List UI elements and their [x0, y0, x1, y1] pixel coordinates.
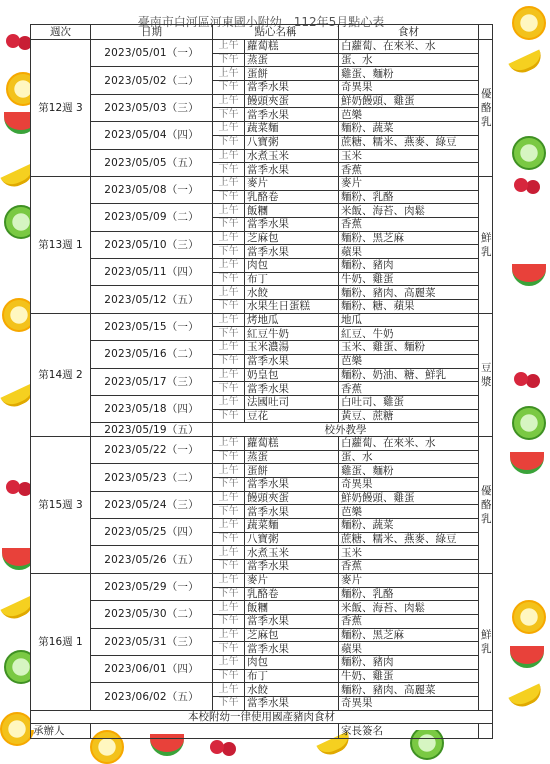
table-row — [31, 94, 493, 108]
table-row — [31, 40, 493, 54]
ingredients-cell: 麵粉、糖、蘋果 — [339, 300, 479, 314]
ingredients-cell: 麵粉、豬肉、高麗菜 — [339, 683, 479, 697]
table-row — [31, 259, 493, 273]
ingredients-cell: 米飯、海苔、肉鬆 — [339, 204, 479, 218]
snack-cell: 肉包 — [245, 655, 339, 669]
week-label: 第15週 3 — [31, 436, 91, 573]
parent-signature-label: 家長簽名 — [339, 724, 479, 739]
ingredients-cell: 麵粉、蔬菜 — [339, 519, 479, 533]
time-cell: 上午 — [213, 94, 245, 108]
ingredients-cell: 鮮奶饅頭、雞蛋 — [339, 491, 479, 505]
snack-cell: 饅頭夾蛋 — [245, 491, 339, 505]
week-label: 第16週 1 — [31, 573, 91, 710]
table-row — [31, 368, 493, 382]
table-row — [31, 601, 493, 615]
time-cell: 下午 — [213, 272, 245, 286]
time-cell: 上午 — [213, 491, 245, 505]
date-cell: 2023/05/22（一） — [91, 436, 213, 463]
cherry-icon — [210, 740, 224, 754]
snack-cell: 水餃 — [245, 286, 339, 300]
snack-cell: 布丁 — [245, 669, 339, 683]
snack-cell: 芝麻包 — [245, 231, 339, 245]
date-cell: 2023/05/24（三） — [91, 491, 213, 518]
time-cell: 下午 — [213, 81, 245, 95]
ingredients-cell: 芭樂 — [339, 108, 479, 122]
time-cell: 上午 — [213, 395, 245, 409]
watermelon-icon — [510, 452, 544, 474]
ingredients-cell: 紅豆、牛奶 — [339, 327, 479, 341]
date-cell: 2023/05/02（二） — [91, 67, 213, 94]
table-header-row — [31, 25, 493, 40]
ingredients-cell: 麥片 — [339, 573, 479, 587]
snack-cell: 蛋餅 — [245, 67, 339, 81]
ingredients-cell: 黃豆、蔗糖 — [339, 409, 479, 423]
ingredients-cell: 蔗糖、糯米、燕麥、綠豆 — [339, 135, 479, 149]
handler-label: 承辦人 — [31, 724, 91, 739]
time-cell: 下午 — [213, 505, 245, 519]
time-cell: 下午 — [213, 587, 245, 601]
ingredients-cell: 白吐司、雞蛋 — [339, 395, 479, 409]
time-cell: 下午 — [213, 450, 245, 464]
ingredients-cell: 香蕉 — [339, 382, 479, 396]
header-milk — [479, 25, 493, 40]
date-cell: 2023/05/18（四） — [91, 395, 213, 422]
snack-cell: 當季水果 — [245, 505, 339, 519]
time-cell: 上午 — [213, 286, 245, 300]
snack-table — [30, 24, 493, 739]
time-cell: 上午 — [213, 573, 245, 587]
table-row — [31, 341, 493, 355]
snack-cell: 乳酪卷 — [245, 190, 339, 204]
signature-row — [31, 724, 493, 739]
ingredients-cell: 麵粉、豬肉、高麗菜 — [339, 286, 479, 300]
note-cell: 校外教學 — [213, 423, 479, 437]
ingredients-cell: 芭樂 — [339, 354, 479, 368]
snack-cell: 當季水果 — [245, 614, 339, 628]
time-cell: 下午 — [213, 190, 245, 204]
ingredients-cell: 蛋、水 — [339, 450, 479, 464]
snack-cell: 布丁 — [245, 272, 339, 286]
ingredients-cell: 香蕉 — [339, 163, 479, 177]
date-cell: 2023/05/31（三） — [91, 628, 213, 655]
date-cell: 2023/06/01（四） — [91, 655, 213, 682]
snack-cell: 水果生日蛋糕 — [245, 300, 339, 314]
ingredients-cell: 雞蛋、麵粉 — [339, 67, 479, 81]
time-cell: 下午 — [213, 532, 245, 546]
snack-cell: 紅豆牛奶 — [245, 327, 339, 341]
time-cell: 下午 — [213, 409, 245, 423]
ingredients-cell: 玉米 — [339, 149, 479, 163]
ingredients-cell: 芭樂 — [339, 505, 479, 519]
ingredients-cell: 玉米 — [339, 546, 479, 560]
snack-cell: 麥片 — [245, 176, 339, 190]
date-cell: 2023/06/02（五） — [91, 683, 213, 710]
time-cell: 上午 — [213, 40, 245, 54]
snack-cell: 當季水果 — [245, 560, 339, 574]
snack-cell: 奶皇包 — [245, 368, 339, 382]
time-cell: 上午 — [213, 231, 245, 245]
table-row — [31, 313, 493, 327]
ingredients-cell: 鮮奶饅頭、雞蛋 — [339, 94, 479, 108]
table-row — [31, 655, 493, 669]
table-row — [31, 122, 493, 136]
snack-cell: 豆花 — [245, 409, 339, 423]
header-ingredients: 食材 — [339, 25, 479, 40]
ingredients-cell: 蘋果 — [339, 642, 479, 656]
footer-note: 本校附幼一律使用國產豬肉食材 — [31, 710, 493, 724]
snack-cell: 蘿蔔糕 — [245, 436, 339, 450]
time-cell: 下午 — [213, 669, 245, 683]
time-cell: 上午 — [213, 464, 245, 478]
date-cell: 2023/05/11（四） — [91, 259, 213, 286]
milk-cell: 優酪乳 — [479, 436, 493, 573]
handler-signature[interactable] — [91, 724, 339, 739]
time-cell: 下午 — [213, 108, 245, 122]
ingredients-cell: 麵粉、奶油、糖、鮮乳 — [339, 368, 479, 382]
date-cell: 2023/05/03（三） — [91, 94, 213, 121]
snack-cell: 當季水果 — [245, 478, 339, 492]
snack-cell: 蒸蛋 — [245, 53, 339, 67]
ingredients-cell: 牛奶、雞蛋 — [339, 669, 479, 683]
ingredients-cell: 奇異果 — [339, 478, 479, 492]
ingredients-cell: 蔗糖、糯米、燕麥、綠豆 — [339, 532, 479, 546]
date-cell: 2023/05/26（五） — [91, 546, 213, 573]
date-cell: 2023/05/30（二） — [91, 601, 213, 628]
time-cell: 下午 — [213, 478, 245, 492]
date-cell: 2023/05/09（二） — [91, 204, 213, 231]
ingredients-cell: 麵粉、黑芝麻 — [339, 628, 479, 642]
menu-body — [31, 40, 493, 711]
snack-cell: 蘿蔔糕 — [245, 40, 339, 54]
date-cell: 2023/05/19（五） — [91, 423, 213, 437]
ingredients-cell: 奇異果 — [339, 81, 479, 95]
snack-cell: 當季水果 — [245, 163, 339, 177]
date-cell: 2023/05/17（三） — [91, 368, 213, 395]
time-cell: 上午 — [213, 149, 245, 163]
snack-cell: 蒸蛋 — [245, 450, 339, 464]
snack-cell: 當季水果 — [245, 382, 339, 396]
menu-document — [30, 12, 492, 738]
snack-cell: 水煮玉米 — [245, 149, 339, 163]
ingredients-cell: 麵粉、乳酪 — [339, 190, 479, 204]
snack-cell: 水煮玉米 — [245, 546, 339, 560]
time-cell: 上午 — [213, 122, 245, 136]
table-row — [31, 67, 493, 81]
time-cell: 上午 — [213, 176, 245, 190]
watermelon-icon — [510, 646, 544, 668]
milk-cell: 豆漿 — [479, 313, 493, 436]
header-date: 日期 — [91, 25, 213, 40]
ingredients-cell: 香蕉 — [339, 217, 479, 231]
ingredients-cell: 雞蛋、麵粉 — [339, 464, 479, 478]
time-cell: 下午 — [213, 382, 245, 396]
banana-icon — [508, 50, 545, 78]
ingredients-cell: 玉米、雞蛋、麵粉 — [339, 341, 479, 355]
ingredients-cell: 麵粉、乳酪 — [339, 587, 479, 601]
date-cell: 2023/05/16（二） — [91, 341, 213, 368]
time-cell: 上午 — [213, 67, 245, 81]
time-cell: 下午 — [213, 327, 245, 341]
ingredients-cell: 白蘿蔔、在來米、水 — [339, 436, 479, 450]
time-cell: 下午 — [213, 163, 245, 177]
table-row — [31, 464, 493, 478]
snack-cell: 當季水果 — [245, 108, 339, 122]
time-cell: 下午 — [213, 53, 245, 67]
time-cell: 下午 — [213, 217, 245, 231]
ingredients-cell: 白蘿蔔、在來米、水 — [339, 40, 479, 54]
week-label: 第12週 3 — [31, 40, 91, 177]
ingredients-cell: 麵粉、豬肉 — [339, 259, 479, 273]
ingredients-cell: 地瓜 — [339, 313, 479, 327]
time-cell: 上午 — [213, 628, 245, 642]
date-cell: 2023/05/29（一） — [91, 573, 213, 600]
time-cell: 上午 — [213, 436, 245, 450]
header-snack: 點心名稱 — [213, 25, 339, 40]
lemon-icon — [0, 712, 34, 746]
cherry-icon — [514, 372, 528, 386]
footer-note-row — [31, 710, 493, 724]
table-row — [31, 204, 493, 218]
table-row — [31, 491, 493, 505]
ingredients-cell: 麵粉、蔬菜 — [339, 122, 479, 136]
milk-cell: 鮮乳 — [479, 573, 493, 710]
table-row — [31, 683, 493, 697]
snack-cell: 當季水果 — [245, 642, 339, 656]
week-label: 第13週 1 — [31, 176, 91, 313]
time-cell: 上午 — [213, 519, 245, 533]
parent-signature[interactable] — [479, 724, 493, 739]
snack-cell: 蔬菜麵 — [245, 122, 339, 136]
ingredients-cell: 米飯、海苔、肉鬆 — [339, 601, 479, 615]
milk-cell: 優酪乳 — [479, 40, 493, 177]
snack-cell: 八寶粥 — [245, 532, 339, 546]
time-cell: 上午 — [213, 601, 245, 615]
table-row — [31, 628, 493, 642]
ingredients-cell: 蘋果 — [339, 245, 479, 259]
lemon-icon — [512, 600, 546, 634]
date-cell: 2023/05/15（一） — [91, 313, 213, 340]
time-cell: 上午 — [213, 313, 245, 327]
time-cell: 上午 — [213, 368, 245, 382]
table-row — [31, 546, 493, 560]
lime-icon — [512, 406, 546, 440]
time-cell: 下午 — [213, 697, 245, 711]
table-row — [31, 286, 493, 300]
table-row — [31, 423, 493, 437]
time-cell: 下午 — [213, 642, 245, 656]
table-row — [31, 573, 493, 587]
snack-cell: 當季水果 — [245, 217, 339, 231]
table-row — [31, 436, 493, 450]
ingredients-cell: 麥片 — [339, 176, 479, 190]
time-cell: 下午 — [213, 135, 245, 149]
milk-cell: 鮮乳 — [479, 176, 493, 313]
date-cell: 2023/05/01（一） — [91, 40, 213, 67]
snack-cell: 當季水果 — [245, 697, 339, 711]
ingredients-cell: 香蕉 — [339, 560, 479, 574]
cherry-icon — [6, 480, 20, 494]
ingredients-cell: 蛋、水 — [339, 53, 479, 67]
snack-cell: 饅頭夾蛋 — [245, 94, 339, 108]
time-cell: 下午 — [213, 300, 245, 314]
snack-cell: 飯糰 — [245, 204, 339, 218]
cherry-icon — [514, 178, 528, 192]
time-cell: 上午 — [213, 655, 245, 669]
snack-cell: 肉包 — [245, 259, 339, 273]
time-cell: 上午 — [213, 204, 245, 218]
time-cell: 下午 — [213, 354, 245, 368]
snack-cell: 當季水果 — [245, 354, 339, 368]
time-cell: 上午 — [213, 683, 245, 697]
snack-cell: 當季水果 — [245, 81, 339, 95]
page-title: 臺南市白河區河東國小附幼 112年5月點心表 — [137, 15, 385, 29]
ingredients-cell: 麵粉、豬肉 — [339, 655, 479, 669]
header-week: 週次 — [31, 25, 91, 40]
snack-cell: 蛋餅 — [245, 464, 339, 478]
ingredients-cell: 香蕉 — [339, 614, 479, 628]
banana-icon — [508, 684, 545, 712]
cherry-icon — [6, 34, 20, 48]
date-cell: 2023/05/10（三） — [91, 231, 213, 258]
snack-cell: 八寶粥 — [245, 135, 339, 149]
date-cell: 2023/05/05（五） — [91, 149, 213, 176]
time-cell: 下午 — [213, 245, 245, 259]
time-cell: 下午 — [213, 614, 245, 628]
snack-cell: 麥片 — [245, 573, 339, 587]
ingredients-cell: 奇異果 — [339, 697, 479, 711]
snack-cell: 蔬菜麵 — [245, 519, 339, 533]
watermelon-icon — [512, 264, 546, 286]
snack-cell: 飯糰 — [245, 601, 339, 615]
date-cell: 2023/05/25（四） — [91, 519, 213, 546]
lemon-icon — [512, 6, 546, 40]
snack-cell: 芝麻包 — [245, 628, 339, 642]
time-cell: 上午 — [213, 546, 245, 560]
date-cell: 2023/05/12（五） — [91, 286, 213, 313]
table-row — [31, 519, 493, 533]
snack-cell: 法國吐司 — [245, 395, 339, 409]
table-row — [31, 149, 493, 163]
table-row — [31, 176, 493, 190]
ingredients-cell: 牛奶、雞蛋 — [339, 272, 479, 286]
lime-icon — [512, 136, 546, 170]
snack-cell: 玉米濃湯 — [245, 341, 339, 355]
time-cell: 下午 — [213, 560, 245, 574]
snack-cell: 當季水果 — [245, 245, 339, 259]
time-cell: 上午 — [213, 259, 245, 273]
table-row — [31, 231, 493, 245]
snack-cell: 水餃 — [245, 683, 339, 697]
week-label: 第14週 2 — [31, 313, 91, 436]
ingredients-cell: 麵粉、黑芝麻 — [339, 231, 479, 245]
date-cell: 2023/05/23（二） — [91, 464, 213, 491]
time-cell: 上午 — [213, 341, 245, 355]
snack-cell: 乳酪卷 — [245, 587, 339, 601]
table-row — [31, 395, 493, 409]
date-cell: 2023/05/04（四） — [91, 122, 213, 149]
snack-cell: 烤地瓜 — [245, 313, 339, 327]
date-cell: 2023/05/08（一） — [91, 176, 213, 203]
